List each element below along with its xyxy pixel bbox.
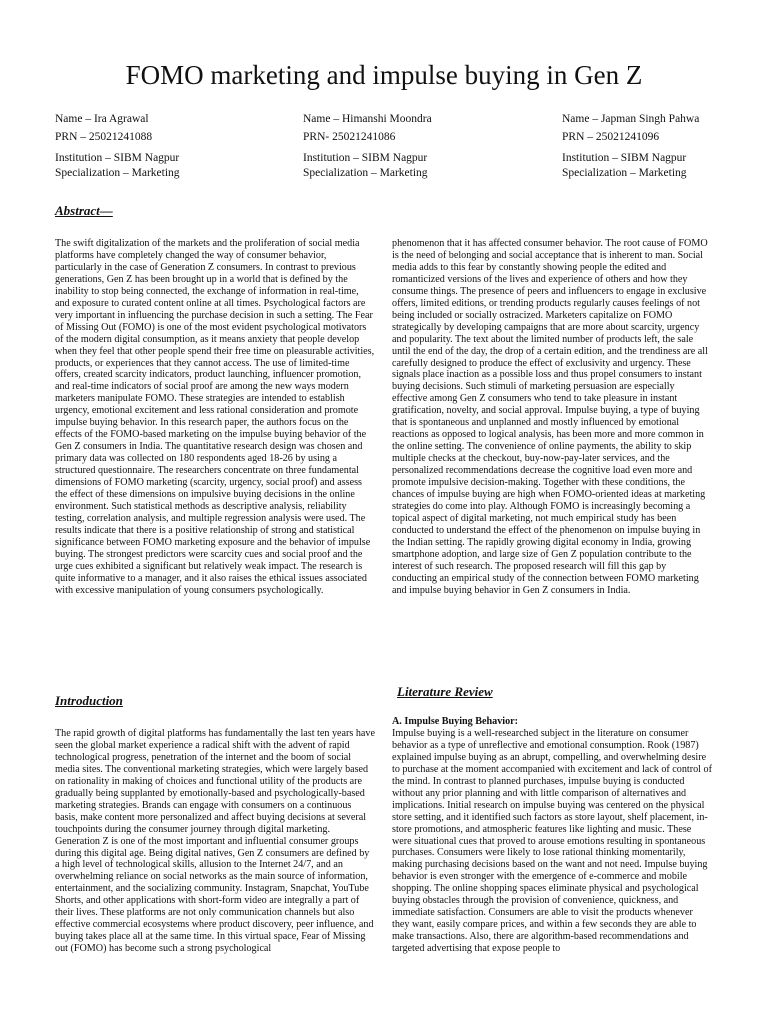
author-prn: PRN- 25021241086 bbox=[303, 131, 396, 143]
abstract-paragraph: The swift digitalization of the markets and the proliferation of social media platforms have completely changed the way of consumer behavior, particularly in the case of Generation Z consumers. In contrast to previous generations, Gen Z has been brought up in a world that is defined by the inability to stop being connected, the exchange of information in real-time, and exposure to curated content online at all times. Psychological factors are very important in influencing the purchase decision in such a setting. The Fear of Missing Out (FOMO) is one of the most evident psychological motivators of the modern digital consumption, as it means anxiety that people develop when they feel that other people spend their free time on pleasurable activities, products, or experiences that they cannot access. The use of limited-time offers, created scarcity indicators, product launching, influencer promotion, and real-time indicators of social proof are among the new ways modern marketers manipulate FOMO. These strategies are intended to establish urgency, emotional excitement and less rational consideration and promote impulse buying behavior. In this research paper, the authors focus on the effects of the FOMO-based marketing on the impulse buying behavior of the Gen Z consumers in India. The quantitative research design was chosen and primary data was collected on 180 respondents aged 18-26 by using a structured questionnaire. The researchers concentrate on three fundamental dimensions of FOMO marketing (scarcity, urgency, social proof) and assess the effect of these dimensions on impulsive buying decisions in the online environment. Such statistical methods as descriptive analysis, reliability testing, correlation analysis, and multiple regression analysis were used. The results indicate that there is a positive relationship of strong and statistical significance between FOMO marketing exposure and the behavior of impulse buying. The strongest predictors were scarcity cues and social proof and the urge cues exhibited a significant but relatively weak impact. The research is quite informative to a manager, and it also raises the ethical issues associated with excessive manipulation of young consumers psychologically. bbox=[55, 238, 375, 596]
author-specialization: Specialization – Marketing bbox=[55, 167, 180, 179]
abstract-body bbox=[55, 238, 375, 681]
literature-review-body bbox=[392, 716, 712, 1008]
introduction-paragraph: The rapid growth of digital platforms has fundamentally the last ten years have seen the global market experience a radical shift with the advent of rapid technological progress, penetration of the internet and the boom of social media sites. The conventional marketing strategies, which were largely based on rationality in making of choices and functional utility of the products are gradually being supplanted by emotionally-based and psychologically-based marketing strategies. Brands can engage with consumers on a continuous basis, make content more personalized and affect buying decisions at several touchpoints during the consumer journey through digital marketing. Generation Z is one of the most important and influential consumer groups during this digital age. Being digital natives, Gen Z consumers are defined by a high level of technological skills, allusion to the Internet 24/7, and an overwhelming reliance on social networks as the main source of information, entertainment, and the socializing community. Instagram, Snapchat, YouTube Shorts, and other applications with short-form video are integrally a part of their lives. These platforms are not only communication channels but also effective commercial ecosystems where product discovery, peer influence, and buying takes place all at the same time. In this virtual space, Fear of Missing out (FOMO) has become such a strong psychological bbox=[55, 728, 375, 955]
paper-title: FOMO marketing and impulse buying in Gen Z bbox=[125, 60, 643, 90]
author-prn: PRN – 25021241096 bbox=[562, 131, 660, 143]
author-prn: PRN – 25021241088 bbox=[55, 131, 153, 143]
author-name: Name – Himanshi Moondra bbox=[303, 113, 432, 125]
introduction-body bbox=[55, 728, 375, 1008]
literature-review-paragraph: Impulse buying is a well-researched subject in the literature on consumer behavior as a type of unreflective and emotional consumption. Rook (1987) explained impulse buying as an abrupt, compelling, and overwhelming desire to purchase at the moment accompanied with excitement and lack of control of the mind. In contrast to planned purchases, impulse buying is conducted without any prior planning and with little comparison of alternatives and implications. Initial research on impulse buying was centered on the physical store setting, and it identified such factors as store layout, shelf placement, in-store promotions, and atmospheric features like lighting and music. These were situational cues that proved to arouse emotions resulting in spontaneous purchases. Consumers were likely to lose rational thinking momentarily, making purchasing decisions based on the want and not need. Impulse buying behavior is even stronger with the emergence of e-commerce and mobile shopping. The online shopping spaces eliminate physical and psychological buying obstacles through the provision of convenience, quickness, and immediate satisfaction. Consumers are able to visit the products whenever they want, easily compare prices, and within a few seconds they are able to make transactions. Also, there are algorithm-based recommendations and targeted advertising that expose people to bbox=[392, 727, 712, 955]
impulse-buying-subheading: A. Impulse Buying Behavior: bbox=[392, 716, 519, 727]
author-institution: Institution – SIBM Nagpur bbox=[562, 152, 687, 164]
introduction-continuation-paragraph: phenomenon that it has affected consumer behavior. The root cause of FOMO is the need of belonging and social acceptance that is inherent to man. Social media adds to this fear by constantly showing people the edited and romanticized versions of the lives and experience of others and how they consume things. The presence of peers and influencers to engage in exclusive offers, limited editions, or trending products regularly causes feelings of not being included or socially ostracized. Marketers capitalize on FOMO strategically by developing campaigns that are more about scarcity, urgency and popularity. The text about the limited number of products left, the sale until the end of the day, the drop of a certain edition, and the trendiness are all carefully designed to produce the effect of exclusivity and urgency. These signals place inaction as a possible loss and thus propel consumers to instant buying decisions. Such stimuli of marketing persuasion are especially effective among Gen Z consumers who tend to take pleasure in instant gratification, novelty, and social approval. Impulse buying, a type of buying that is spontaneous and unplanned and mostly influenced by emotional reactions as opposed to logical analysis, has been more and more common in the online setting. The convenience of online payments, the ability to skip multiple checks at the checkout, buy-now-pay-later services, and the personalized recommendations decrease the cognitive load even more and promote impulsive decision-making. Together with these conditions, the chances of impulse buying are high when FOMO-oriented ideas at marketing strategies do come into play. Although FOMO is increasingly becoming a topical aspect of digital marketing, not much empirical study has been conducted to understand the effect of the phenomenon on impulse buying in the Indian setting. The rapidly growing digital economy in India, growing smartphone adoption, and large size of Gen Z population contribute to the interest of such research. The proposed research will fill this gap by conducting an empirical study of the connection between FOMO marketing and impulse buying behavior in Gen Z consumers in India. bbox=[392, 238, 708, 596]
author-block-2 bbox=[303, 112, 533, 181]
author-specialization: Specialization – Marketing bbox=[303, 167, 428, 179]
author-block-1 bbox=[55, 112, 285, 181]
author-block-3 bbox=[562, 112, 768, 181]
author-name: Name – Japman Singh Pahwa bbox=[562, 113, 700, 125]
literature-review-heading: Literature Review bbox=[397, 684, 493, 699]
introduction-heading: Introduction bbox=[55, 693, 123, 708]
author-specialization: Specialization – Marketing bbox=[562, 167, 687, 179]
author-name: Name – Ira Agrawal bbox=[55, 113, 149, 125]
author-institution: Institution – SIBM Nagpur bbox=[55, 152, 180, 164]
introduction-continuation bbox=[392, 238, 712, 658]
abstract-heading: Abstract— bbox=[55, 203, 113, 218]
author-institution: Institution – SIBM Nagpur bbox=[303, 152, 428, 164]
